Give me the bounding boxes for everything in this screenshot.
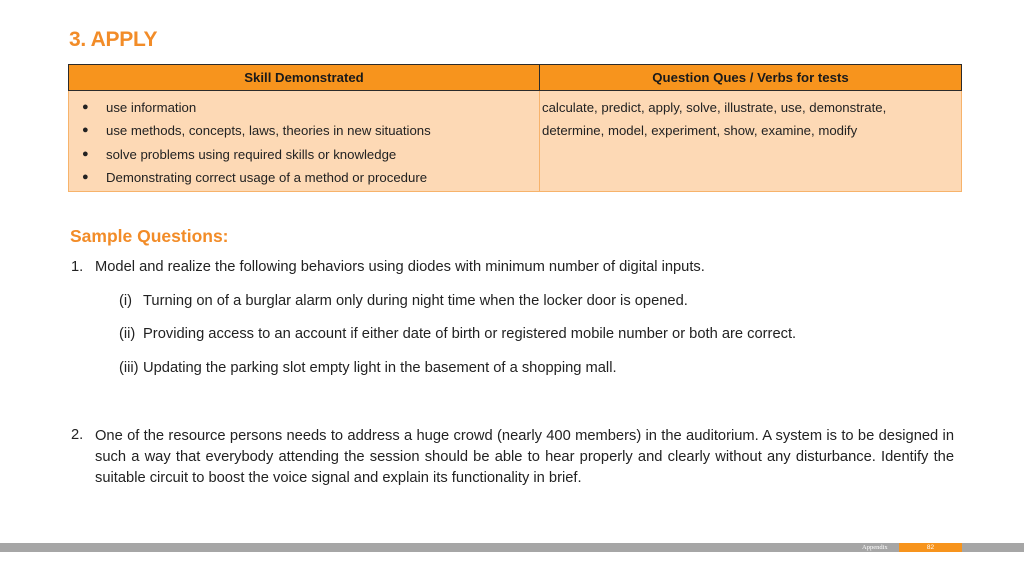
list-item [69,96,539,119]
footer-page-number: 82 [899,543,962,552]
bullet-icon: ● [82,101,89,113]
skill-text: use methods, concepts, laws, theories in new situations [106,123,431,139]
bullet-icon: ● [82,170,89,183]
sample-questions-heading: Sample Questions: [70,226,229,246]
header-question-verbs: Question Ques / Verbs for tests [540,65,962,91]
verbs-cell [540,91,962,192]
verbs-text: calculate, predict, apply, solve, illustrate, use, demonstrate, determine, model, experiment, show, examine, modify [542,100,887,139]
list-item [69,166,539,189]
subquestion-2-number: (ii) [119,326,136,342]
subquestion-1-number: (i) [119,293,133,309]
skill-text: solve problems using required skills or knowledge [106,146,397,162]
question-2-text: One of the resource persons needs to address a huge crowd (nearly 400 members) in the auditorium. A system is to be designed in such a way that everybody attending the session should be able to hear properly and clearly without any disturbance. Identify the suitable circuit to boost the voice signal and explain its functionality in brief. [95,428,954,486]
bullet-icon: ● [82,124,89,137]
skill-text: Demonstrating correct usage of a method or procedure [106,169,428,185]
table-header-row [69,65,962,91]
table-row [69,91,962,192]
subquestion-1-text: Turning on of a burglar alarm only during night time when the locker door is opened. [143,293,688,309]
subquestion-2-text: Providing access to an account if either date of birth or registered mobile number or both are correct. [143,326,797,342]
footer-appendix-label: Appendix [862,544,888,551]
list-item [69,143,539,166]
question-1-text: Model and realize the following behaviors using diodes with minimum number of digital inputs. [95,259,705,275]
skills-cell [69,91,540,192]
skill-list [69,91,539,189]
bullet-icon: ● [82,147,89,160]
subquestion-3-text: Updating the parking slot empty light in the basement of a shopping mall. [143,360,617,376]
list-item [69,119,539,142]
skill-table [68,64,962,192]
question-1-number: 1. [71,259,84,275]
header-skill-demonstrated: Skill Demonstrated [69,65,540,91]
question-2-number: 2. [71,427,84,443]
skill-text: use information [106,100,197,115]
page-title: 3. APPLY [69,28,158,51]
subquestion-3-number: (iii) [119,360,139,376]
